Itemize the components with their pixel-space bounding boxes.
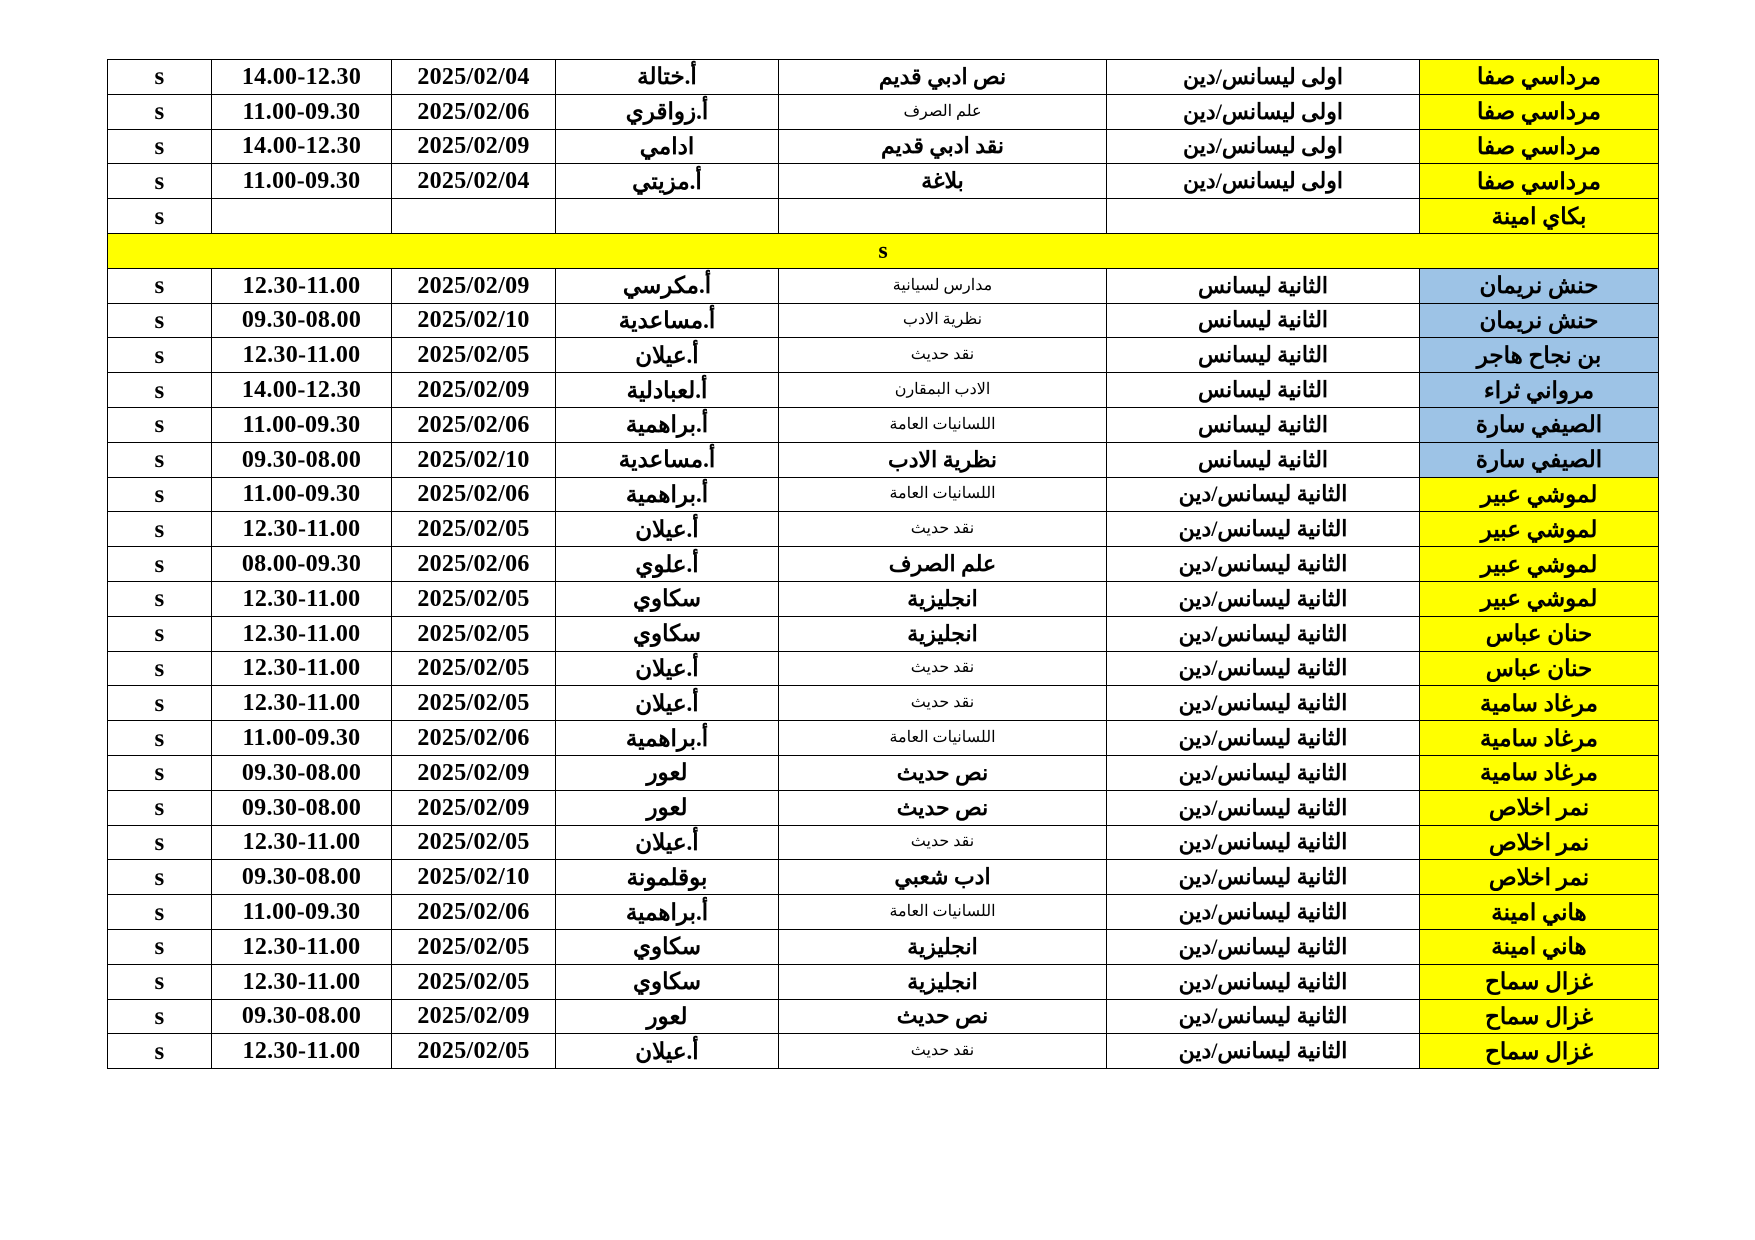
level-cell xyxy=(1107,199,1420,234)
module-cell: نظرية الادب xyxy=(779,442,1107,477)
module-cell: اللسانيات العامة xyxy=(779,721,1107,756)
time-cell: 11.00-09.30 xyxy=(212,895,392,930)
student-name-cell: مرواني ثراء xyxy=(1420,373,1659,408)
status-cell: s xyxy=(108,338,212,373)
professor-cell xyxy=(556,199,779,234)
level-cell: الثانية ليسانس/دين xyxy=(1107,895,1420,930)
student-name-cell: بن نجاح هاجر xyxy=(1420,338,1659,373)
time-cell: 12.30-11.00 xyxy=(212,512,392,547)
module-cell: نقد حديث xyxy=(779,651,1107,686)
status-cell: s xyxy=(108,1034,212,1069)
time-cell: 12.30-11.00 xyxy=(212,929,392,964)
date-cell: 2025/02/09 xyxy=(392,373,556,408)
table-row xyxy=(108,512,1659,547)
status-cell: s xyxy=(108,790,212,825)
module-cell: علم الصرف xyxy=(779,547,1107,582)
status-cell: s xyxy=(108,825,212,860)
module-cell: نقد حديث xyxy=(779,512,1107,547)
date-cell: 2025/02/05 xyxy=(392,651,556,686)
level-cell: اولى ليسانس/دين xyxy=(1107,60,1420,95)
time-cell: 12.30-11.00 xyxy=(212,338,392,373)
module-cell: اللسانيات العامة xyxy=(779,895,1107,930)
student-name-cell: هاني امينة xyxy=(1420,929,1659,964)
status-cell: s xyxy=(108,860,212,895)
professor-cell: أ.براهمية xyxy=(556,407,779,442)
student-name-cell: حنش نريمان xyxy=(1420,303,1659,338)
status-cell: s xyxy=(108,964,212,999)
status-cell: s xyxy=(108,512,212,547)
student-name-cell: لموشي عبير xyxy=(1420,477,1659,512)
module-cell: انجليزية xyxy=(779,964,1107,999)
time-cell: 08.00-09.30 xyxy=(212,547,392,582)
table-row xyxy=(108,60,1659,95)
professor-cell: أ.عيلان xyxy=(556,825,779,860)
time-cell: 12.30-11.00 xyxy=(212,651,392,686)
date-cell: 2025/02/05 xyxy=(392,338,556,373)
date-cell: 2025/02/10 xyxy=(392,442,556,477)
date-cell: 2025/02/05 xyxy=(392,686,556,721)
professor-cell: أ.براهمية xyxy=(556,895,779,930)
level-cell: الثانية ليسانس/دين xyxy=(1107,825,1420,860)
level-cell: الثانية ليسانس/دين xyxy=(1107,999,1420,1034)
table-row xyxy=(108,999,1659,1034)
status-cell: s xyxy=(108,303,212,338)
level-cell: الثانية ليسانس/دين xyxy=(1107,651,1420,686)
table-row xyxy=(108,477,1659,512)
exam-schedule-table xyxy=(107,59,1659,1069)
time-cell: 12.30-11.00 xyxy=(212,825,392,860)
time-cell: 12.30-11.00 xyxy=(212,581,392,616)
student-name-cell: مرغاد سامية xyxy=(1420,755,1659,790)
professor-cell: سكاوي xyxy=(556,929,779,964)
professor-cell: ادامي xyxy=(556,129,779,164)
level-cell: اولى ليسانس/دين xyxy=(1107,164,1420,199)
student-name-cell: مرداسي صفا xyxy=(1420,60,1659,95)
student-name-cell: نمر اخلاص xyxy=(1420,860,1659,895)
time-cell: 09.30-08.00 xyxy=(212,442,392,477)
module-cell: بلاغة xyxy=(779,164,1107,199)
module-cell: نظرية الادب xyxy=(779,303,1107,338)
professor-cell: أ.علوي xyxy=(556,547,779,582)
date-cell: 2025/02/09 xyxy=(392,268,556,303)
professor-cell: أ.مكرسي xyxy=(556,268,779,303)
student-name-cell: الصيفي سارة xyxy=(1420,407,1659,442)
student-name-cell: مرغاد سامية xyxy=(1420,721,1659,756)
time-cell: 11.00-09.30 xyxy=(212,407,392,442)
table-row xyxy=(108,199,1659,234)
status-cell: s xyxy=(108,60,212,95)
professor-cell: أ.عيلان xyxy=(556,512,779,547)
time-cell: 12.30-11.00 xyxy=(212,1034,392,1069)
date-cell: 2025/02/04 xyxy=(392,60,556,95)
level-cell: اولى ليسانس/دين xyxy=(1107,94,1420,129)
table-row xyxy=(108,373,1659,408)
professor-cell: سكاوي xyxy=(556,616,779,651)
level-cell: الثانية ليسانس xyxy=(1107,268,1420,303)
student-name-cell: الصيفي سارة xyxy=(1420,442,1659,477)
professor-cell: سكاوي xyxy=(556,964,779,999)
status-cell: s xyxy=(108,94,212,129)
status-cell: s xyxy=(108,895,212,930)
date-cell: 2025/02/10 xyxy=(392,303,556,338)
table-row xyxy=(108,860,1659,895)
professor-cell: لعور xyxy=(556,999,779,1034)
table-row xyxy=(108,721,1659,756)
time-cell: 09.30-08.00 xyxy=(212,790,392,825)
module-cell: اللسانيات العامة xyxy=(779,477,1107,512)
module-cell: انجليزية xyxy=(779,616,1107,651)
status-cell: s xyxy=(108,929,212,964)
level-cell: الثانية ليسانس/دين xyxy=(1107,1034,1420,1069)
status-cell: s xyxy=(108,268,212,303)
student-name-cell: مرداسي صفا xyxy=(1420,94,1659,129)
time-cell: 12.30-11.00 xyxy=(212,686,392,721)
student-name-cell: لموشي عبير xyxy=(1420,512,1659,547)
date-cell: 2025/02/05 xyxy=(392,581,556,616)
table-row xyxy=(108,686,1659,721)
time-cell: 14.00-12.30 xyxy=(212,60,392,95)
level-cell: الثانية ليسانس/دين xyxy=(1107,686,1420,721)
level-cell: الثانية ليسانس/دين xyxy=(1107,581,1420,616)
table-row xyxy=(108,616,1659,651)
module-cell: نص حديث xyxy=(779,999,1107,1034)
table-row xyxy=(108,895,1659,930)
status-cell: s xyxy=(108,407,212,442)
time-cell: 12.30-11.00 xyxy=(212,964,392,999)
date-cell: 2025/02/06 xyxy=(392,895,556,930)
time-cell: 11.00-09.30 xyxy=(212,477,392,512)
date-cell: 2025/02/06 xyxy=(392,547,556,582)
module-cell: نص ادبي قديم xyxy=(779,60,1107,95)
student-name-cell: لموشي عبير xyxy=(1420,581,1659,616)
student-name-cell: حنش نريمان xyxy=(1420,268,1659,303)
status-cell: s xyxy=(108,616,212,651)
date-cell: 2025/02/06 xyxy=(392,721,556,756)
time-cell: 11.00-09.30 xyxy=(212,94,392,129)
table-row xyxy=(108,407,1659,442)
level-cell: الثانية ليسانس/دين xyxy=(1107,755,1420,790)
table-row xyxy=(108,129,1659,164)
professor-cell: أ.زواقري xyxy=(556,94,779,129)
status-cell: s xyxy=(108,547,212,582)
status-cell: s xyxy=(108,129,212,164)
professor-cell: سكاوي xyxy=(556,581,779,616)
level-cell: الثانية ليسانس/دين xyxy=(1107,721,1420,756)
professor-cell: لعور xyxy=(556,755,779,790)
section-separator-row xyxy=(108,233,1659,268)
time-cell: 09.30-08.00 xyxy=(212,999,392,1034)
time-cell: 11.00-09.30 xyxy=(212,721,392,756)
table-row xyxy=(108,268,1659,303)
module-cell xyxy=(779,199,1107,234)
student-name-cell: غزال سماح xyxy=(1420,964,1659,999)
date-cell: 2025/02/06 xyxy=(392,477,556,512)
table-row xyxy=(108,547,1659,582)
table-row xyxy=(108,790,1659,825)
professor-cell: أ.براهمية xyxy=(556,477,779,512)
status-cell: s xyxy=(108,164,212,199)
level-cell: الثانية ليسانس/دين xyxy=(1107,860,1420,895)
module-cell: نقد حديث xyxy=(779,686,1107,721)
student-name-cell: لموشي عبير xyxy=(1420,547,1659,582)
level-cell: الثانية ليسانس xyxy=(1107,407,1420,442)
status-cell: s xyxy=(108,581,212,616)
status-cell: s xyxy=(108,199,212,234)
date-cell: 2025/02/05 xyxy=(392,1034,556,1069)
student-name-cell: نمر اخلاص xyxy=(1420,825,1659,860)
level-cell: الثانية ليسانس xyxy=(1107,303,1420,338)
date-cell: 2025/02/05 xyxy=(392,929,556,964)
status-cell: s xyxy=(108,477,212,512)
table-row xyxy=(108,651,1659,686)
status-cell: s xyxy=(108,373,212,408)
time-cell: 09.30-08.00 xyxy=(212,755,392,790)
professor-cell: بوقلمونة xyxy=(556,860,779,895)
module-cell: الادب البمقارن xyxy=(779,373,1107,408)
time-cell: 11.00-09.30 xyxy=(212,164,392,199)
professor-cell: أ.ختالة xyxy=(556,60,779,95)
professor-cell: أ.عيلان xyxy=(556,338,779,373)
professor-cell: أ.مزيتي xyxy=(556,164,779,199)
level-cell: الثانية ليسانس/دين xyxy=(1107,616,1420,651)
student-name-cell: مرداسي صفا xyxy=(1420,129,1659,164)
level-cell: الثانية ليسانس xyxy=(1107,338,1420,373)
time-cell xyxy=(212,199,392,234)
module-cell: نص حديث xyxy=(779,790,1107,825)
status-cell: s xyxy=(108,999,212,1034)
module-cell: ادب شعبي xyxy=(779,860,1107,895)
module-cell: مدارس لسيانية xyxy=(779,268,1107,303)
status-cell: s xyxy=(108,755,212,790)
module-cell: علم الصرف xyxy=(779,94,1107,129)
date-cell: 2025/02/09 xyxy=(392,129,556,164)
date-cell: 2025/02/05 xyxy=(392,825,556,860)
module-cell: اللسانيات العامة xyxy=(779,407,1107,442)
date-cell: 2025/02/05 xyxy=(392,512,556,547)
table-row xyxy=(108,581,1659,616)
level-cell: الثانية ليسانس/دين xyxy=(1107,964,1420,999)
student-name-cell: حنان عباس xyxy=(1420,651,1659,686)
time-cell: 09.30-08.00 xyxy=(212,303,392,338)
date-cell: 2025/02/06 xyxy=(392,407,556,442)
date-cell: 2025/02/09 xyxy=(392,999,556,1034)
module-cell: انجليزية xyxy=(779,581,1107,616)
student-name-cell: بكاي امينة xyxy=(1420,199,1659,234)
level-cell: اولى ليسانس/دين xyxy=(1107,129,1420,164)
time-cell: 09.30-08.00 xyxy=(212,860,392,895)
module-cell: انجليزية xyxy=(779,929,1107,964)
date-cell: 2025/02/05 xyxy=(392,616,556,651)
level-cell: الثانية ليسانس xyxy=(1107,373,1420,408)
level-cell: الثانية ليسانس xyxy=(1107,442,1420,477)
time-cell: 12.30-11.00 xyxy=(212,268,392,303)
module-cell: نقد حديث xyxy=(779,338,1107,373)
module-cell: نص حديث xyxy=(779,755,1107,790)
date-cell: 2025/02/09 xyxy=(392,790,556,825)
date-cell: 2025/02/06 xyxy=(392,94,556,129)
status-cell: s xyxy=(108,442,212,477)
status-cell: s xyxy=(108,651,212,686)
student-name-cell: حنان عباس xyxy=(1420,616,1659,651)
professor-cell: أ.عيلان xyxy=(556,1034,779,1069)
professor-cell: أ.عيلان xyxy=(556,686,779,721)
student-name-cell: مرغاد سامية xyxy=(1420,686,1659,721)
table-row xyxy=(108,338,1659,373)
professor-cell: أ.براهمية xyxy=(556,721,779,756)
date-cell: 2025/02/05 xyxy=(392,964,556,999)
level-cell: الثانية ليسانس/دين xyxy=(1107,512,1420,547)
module-cell: نقد حديث xyxy=(779,1034,1107,1069)
time-cell: 14.00-12.30 xyxy=(212,373,392,408)
schedule-body xyxy=(108,60,1659,1069)
date-cell: 2025/02/10 xyxy=(392,860,556,895)
separator-label: s xyxy=(108,233,1659,268)
professor-cell: أ.عيلان xyxy=(556,651,779,686)
time-cell: 12.30-11.00 xyxy=(212,616,392,651)
level-cell: الثانية ليسانس/دين xyxy=(1107,790,1420,825)
date-cell: 2025/02/04 xyxy=(392,164,556,199)
status-cell: s xyxy=(108,721,212,756)
table-row xyxy=(108,442,1659,477)
level-cell: الثانية ليسانس/دين xyxy=(1107,477,1420,512)
student-name-cell: غزال سماح xyxy=(1420,999,1659,1034)
table-row xyxy=(108,929,1659,964)
table-row xyxy=(108,1034,1659,1069)
professor-cell: أ.مساعدية xyxy=(556,303,779,338)
student-name-cell: هاني امينة xyxy=(1420,895,1659,930)
table-row xyxy=(108,825,1659,860)
level-cell: الثانية ليسانس/دين xyxy=(1107,929,1420,964)
table-row xyxy=(108,964,1659,999)
professor-cell: لعور xyxy=(556,790,779,825)
professor-cell: أ.لعبادلية xyxy=(556,373,779,408)
student-name-cell: غزال سماح xyxy=(1420,1034,1659,1069)
table-row xyxy=(108,755,1659,790)
module-cell: نقد ادبي قديم xyxy=(779,129,1107,164)
student-name-cell: مرداسي صفا xyxy=(1420,164,1659,199)
level-cell: الثانية ليسانس/دين xyxy=(1107,547,1420,582)
table-row xyxy=(108,164,1659,199)
student-name-cell: نمر اخلاص xyxy=(1420,790,1659,825)
module-cell: نقد حديث xyxy=(779,825,1107,860)
date-cell xyxy=(392,199,556,234)
time-cell: 14.00-12.30 xyxy=(212,129,392,164)
date-cell: 2025/02/09 xyxy=(392,755,556,790)
status-cell: s xyxy=(108,686,212,721)
table-row xyxy=(108,94,1659,129)
table-row xyxy=(108,303,1659,338)
professor-cell: أ.مساعدية xyxy=(556,442,779,477)
